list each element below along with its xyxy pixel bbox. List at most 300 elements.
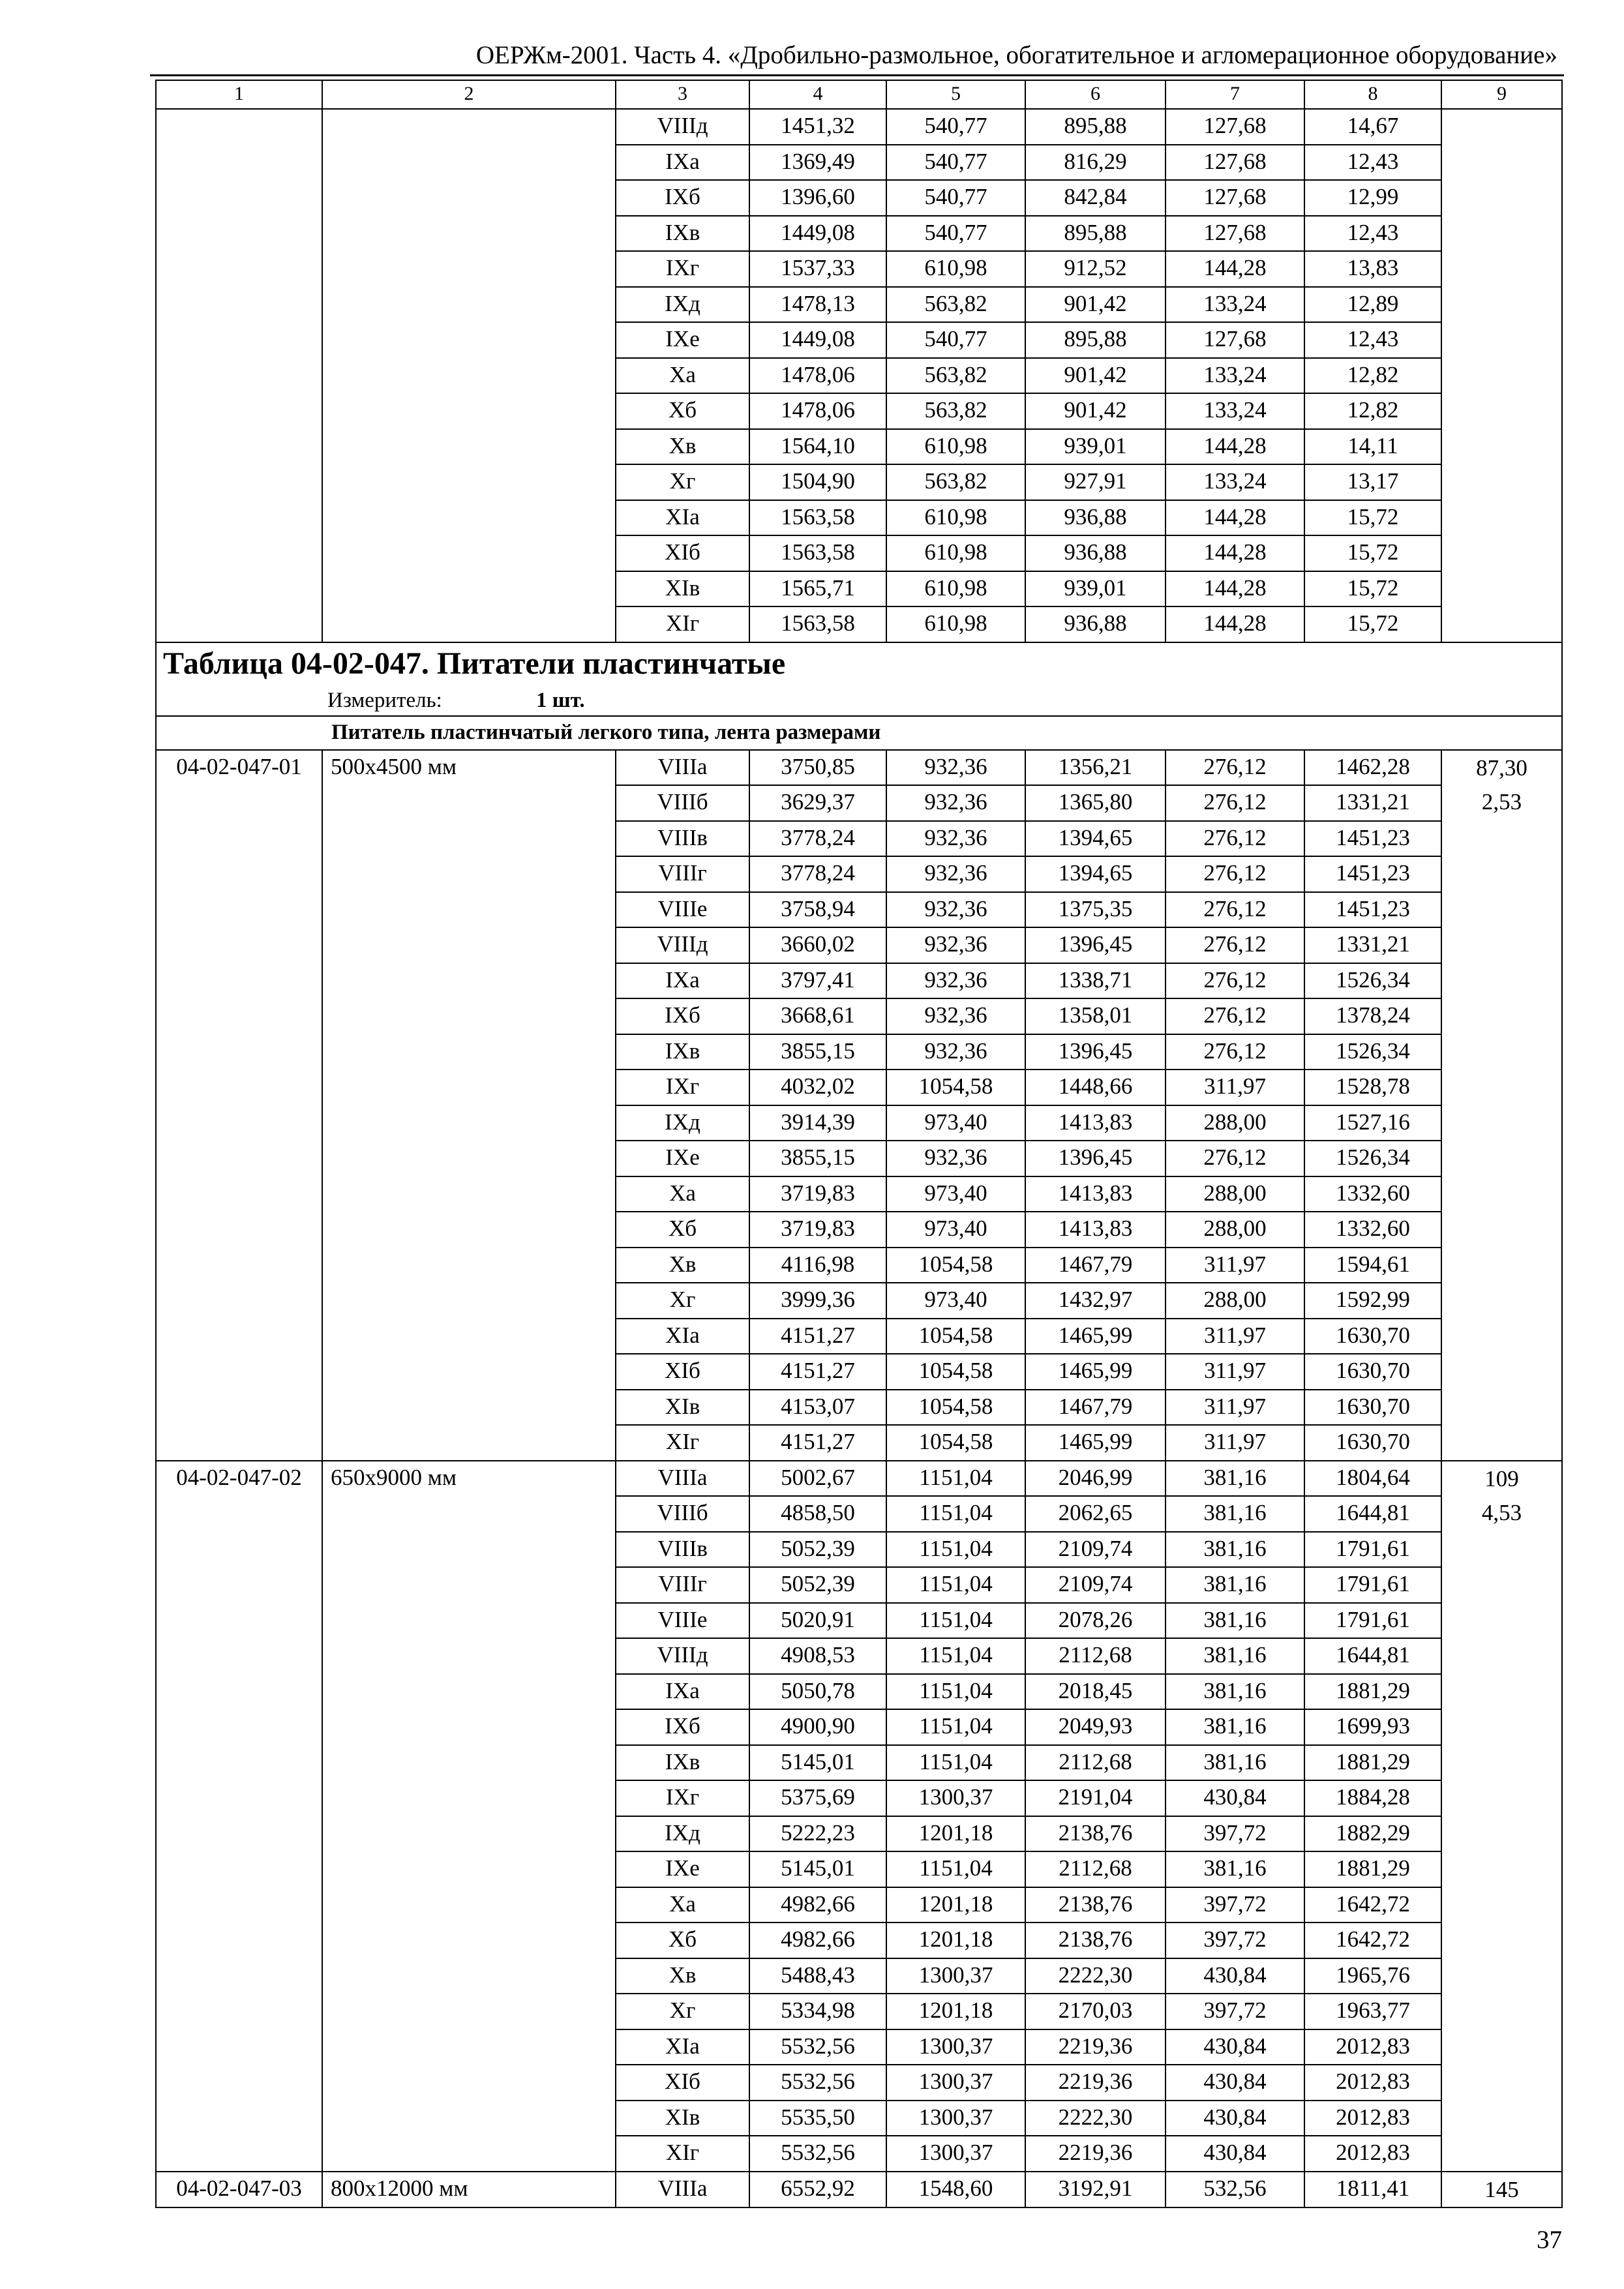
wages-cell: 610,98 (886, 500, 1025, 536)
total-cost-cell: 4151,27 (749, 1319, 886, 1354)
machines-cell: 2112,68 (1025, 1745, 1165, 1781)
machines-cell: 2138,76 (1025, 1887, 1165, 1923)
region-cell: VIIIг (616, 856, 749, 892)
total-cost-cell: 3914,39 (749, 1105, 886, 1141)
wages-cell: 932,36 (886, 750, 1025, 786)
operators-wages-cell: 381,16 (1165, 1461, 1304, 1497)
operators-wages-cell: 144,28 (1165, 606, 1304, 642)
operators-wages-cell: 397,72 (1165, 1887, 1304, 1923)
operators-wages-cell: 276,12 (1165, 1141, 1304, 1176)
materials-cell: 1791,61 (1304, 1532, 1441, 1568)
materials-cell: 1630,70 (1304, 1319, 1441, 1354)
machines-cell: 1413,83 (1025, 1105, 1165, 1141)
materials-cell: 1592,99 (1304, 1283, 1441, 1319)
region-cell: XIв (616, 1390, 749, 1426)
region-cell: VIIIа (616, 1461, 749, 1497)
column-number: 7 (1165, 80, 1304, 109)
description-cell: 500x4500 мм (322, 750, 616, 1461)
total-cost-cell: 3719,83 (749, 1176, 886, 1212)
wages-cell: 610,98 (886, 429, 1025, 465)
materials-cell: 1884,28 (1304, 1780, 1441, 1816)
page-number: 37 (1537, 2226, 1562, 2254)
wages-cell: 540,77 (886, 322, 1025, 358)
materials-cell: 1642,72 (1304, 1922, 1441, 1958)
subheading: Питатель пластинчатый легкого типа, лента размерами (156, 716, 1562, 750)
machines-cell: 1356,21 (1025, 750, 1165, 786)
column-number: 1 (156, 80, 322, 109)
wages-cell: 1151,04 (886, 1851, 1025, 1887)
wages-cell: 932,36 (886, 927, 1025, 963)
total-cost-cell: 1449,08 (749, 216, 886, 252)
column-number: 9 (1441, 80, 1562, 109)
wages-cell: 1151,04 (886, 1567, 1025, 1603)
region-cell: XIв (616, 571, 749, 607)
wages-cell: 1201,18 (886, 1994, 1025, 2029)
region-cell: IXд (616, 287, 749, 323)
total-cost-cell: 5488,43 (749, 1958, 886, 1994)
wages-cell: 1300,37 (886, 1780, 1025, 1816)
column-number: 8 (1304, 80, 1441, 109)
operators-wages-cell: 288,00 (1165, 1212, 1304, 1248)
region-cell: XIб (616, 535, 749, 571)
machines-cell: 936,88 (1025, 606, 1165, 642)
total-cost-cell: 3855,15 (749, 1034, 886, 1070)
wages-cell: 1300,37 (886, 2101, 1025, 2136)
wages-cell: 932,36 (886, 856, 1025, 892)
region-cell: IXг (616, 251, 749, 287)
operators-wages-cell: 381,16 (1165, 1709, 1304, 1745)
machines-cell: 2046,99 (1025, 1461, 1165, 1497)
region-cell: IXд (616, 1816, 749, 1852)
operators-wages-cell: 430,84 (1165, 1780, 1304, 1816)
region-cell: Xг (616, 1283, 749, 1319)
operators-wages-cell: 127,68 (1165, 180, 1304, 216)
wages-cell: 1300,37 (886, 1958, 1025, 1994)
wages-cell: 1300,37 (886, 2029, 1025, 2065)
total-cost-cell: 1478,06 (749, 393, 886, 429)
total-cost-cell: 5375,69 (749, 1780, 886, 1816)
table-title: Таблица 04-02-047. Питатели пластинчатые (156, 642, 1562, 685)
materials-cell: 1332,60 (1304, 1176, 1441, 1212)
code-cell: 04-02-047-03 (156, 2172, 322, 2208)
column-number: 2 (322, 80, 616, 109)
total-cost-cell: 4032,02 (749, 1070, 886, 1105)
materials-cell: 12,82 (1304, 358, 1441, 394)
region-cell: XIа (616, 1319, 749, 1354)
wages-cell: 610,98 (886, 606, 1025, 642)
price-value: 2,53 (1481, 788, 1522, 815)
materials-cell: 1644,81 (1304, 1496, 1441, 1532)
region-cell: VIIIд (616, 927, 749, 963)
price-cell (1441, 1461, 1562, 2172)
machines-cell: 2170,03 (1025, 1994, 1165, 2029)
header-text: ОЕРЖм-2001. Часть 4. «Дробильно-размольное, обогатительное и агломерационное оборудование» (475, 41, 1557, 69)
machines-cell: 1396,45 (1025, 1141, 1165, 1176)
wages-cell: 1151,04 (886, 1638, 1025, 1674)
machines-cell: 2109,74 (1025, 1532, 1165, 1568)
materials-cell: 1642,72 (1304, 1887, 1441, 1923)
region-cell: Xв (616, 1958, 749, 1994)
price-value: 4,53 (1481, 1499, 1522, 1525)
operators-wages-cell: 311,97 (1165, 1390, 1304, 1426)
machines-cell: 1448,66 (1025, 1070, 1165, 1105)
operators-wages-cell: 381,16 (1165, 1567, 1304, 1603)
materials-cell: 12,43 (1304, 322, 1441, 358)
table-row (156, 2172, 1562, 2208)
column-number: 3 (616, 80, 749, 109)
price-value: 87,30 (1476, 755, 1527, 781)
total-cost-cell: 3855,15 (749, 1141, 886, 1176)
machines-cell: 1394,65 (1025, 856, 1165, 892)
machines-cell: 2219,36 (1025, 2065, 1165, 2101)
region-cell: XIа (616, 2029, 749, 2065)
materials-cell: 1699,93 (1304, 1709, 1441, 1745)
materials-cell: 1451,23 (1304, 856, 1441, 892)
materials-cell: 12,82 (1304, 393, 1441, 429)
wages-cell: 932,36 (886, 963, 1025, 999)
operators-wages-cell: 127,68 (1165, 109, 1304, 145)
operators-wages-cell: 127,68 (1165, 216, 1304, 252)
total-cost-cell: 1504,90 (749, 464, 886, 500)
materials-cell: 1528,78 (1304, 1070, 1441, 1105)
operators-wages-cell: 397,72 (1165, 1994, 1304, 2029)
wages-cell: 932,36 (886, 998, 1025, 1034)
wages-cell: 1151,04 (886, 1603, 1025, 1639)
materials-cell: 1881,29 (1304, 1851, 1441, 1887)
machines-cell: 936,88 (1025, 535, 1165, 571)
total-cost-cell: 3629,37 (749, 785, 886, 821)
machines-cell: 1413,83 (1025, 1176, 1165, 1212)
table-row (156, 109, 1562, 145)
materials-cell: 1791,61 (1304, 1567, 1441, 1603)
operators-wages-cell: 430,84 (1165, 2101, 1304, 2136)
region-cell: IXа (616, 145, 749, 181)
table-row (156, 1461, 1562, 1497)
wages-cell: 1201,18 (886, 1922, 1025, 1958)
total-cost-cell: 3750,85 (749, 750, 886, 786)
materials-cell: 1881,29 (1304, 1745, 1441, 1781)
measure-value: 1 шт. (536, 688, 585, 712)
operators-wages-cell: 397,72 (1165, 1922, 1304, 1958)
wages-cell: 563,82 (886, 464, 1025, 500)
total-cost-cell: 3668,61 (749, 998, 886, 1034)
total-cost-cell: 1369,49 (749, 145, 886, 181)
machines-cell: 1465,99 (1025, 1425, 1165, 1461)
operators-wages-cell: 127,68 (1165, 145, 1304, 181)
wages-cell: 540,77 (886, 180, 1025, 216)
operators-wages-cell: 276,12 (1165, 1034, 1304, 1070)
wages-cell: 540,77 (886, 145, 1025, 181)
operators-wages-cell: 430,84 (1165, 2065, 1304, 2101)
wages-cell: 1151,04 (886, 1674, 1025, 1710)
operators-wages-cell: 430,84 (1165, 2029, 1304, 2065)
description-cell: 800x12000 мм (322, 2172, 616, 2208)
materials-cell: 2012,83 (1304, 2136, 1441, 2172)
materials-cell: 14,67 (1304, 109, 1441, 145)
region-cell: VIIIв (616, 821, 749, 857)
wages-cell: 610,98 (886, 251, 1025, 287)
region-cell: VIIIд (616, 109, 749, 145)
machines-cell: 2078,26 (1025, 1603, 1165, 1639)
operators-wages-cell: 276,12 (1165, 750, 1304, 786)
materials-cell: 1630,70 (1304, 1354, 1441, 1390)
wages-cell: 1300,37 (886, 2136, 1025, 2172)
materials-cell: 12,99 (1304, 180, 1441, 216)
region-cell: Xг (616, 464, 749, 500)
materials-cell: 13,17 (1304, 464, 1441, 500)
total-cost-cell: 1565,71 (749, 571, 886, 607)
wages-cell: 1151,04 (886, 1461, 1025, 1497)
total-cost-cell: 5052,39 (749, 1567, 886, 1603)
operators-wages-cell: 381,16 (1165, 1603, 1304, 1639)
machines-cell: 1338,71 (1025, 963, 1165, 999)
operators-wages-cell: 133,24 (1165, 358, 1304, 394)
machines-cell: 2219,36 (1025, 2029, 1165, 2065)
column-number: 6 (1025, 80, 1165, 109)
wages-cell: 973,40 (886, 1212, 1025, 1248)
column-number: 4 (749, 80, 886, 109)
code-cell: 04-02-047-02 (156, 1461, 322, 2172)
total-cost-cell: 5020,91 (749, 1603, 886, 1639)
total-cost-cell: 5532,56 (749, 2029, 886, 2065)
operators-wages-cell: 430,84 (1165, 1958, 1304, 1994)
operators-wages-cell: 311,97 (1165, 1248, 1304, 1283)
operators-wages-cell: 276,12 (1165, 856, 1304, 892)
region-cell: XIг (616, 1425, 749, 1461)
region-cell: Xб (616, 1922, 749, 1958)
column-number: 5 (886, 80, 1025, 109)
region-cell: Xг (616, 1994, 749, 2029)
machines-cell: 2018,45 (1025, 1674, 1165, 1710)
region-cell: IXе (616, 1141, 749, 1176)
wages-cell: 1151,04 (886, 1496, 1025, 1532)
total-cost-cell: 4116,98 (749, 1248, 886, 1283)
machines-cell: 2138,76 (1025, 1816, 1165, 1852)
total-cost-cell: 1478,13 (749, 287, 886, 323)
machines-cell: 1467,79 (1025, 1390, 1165, 1426)
total-cost-cell: 4908,53 (749, 1638, 886, 1674)
operators-wages-cell: 311,97 (1165, 1070, 1304, 1105)
total-cost-cell: 4151,27 (749, 1425, 886, 1461)
wages-cell: 1054,58 (886, 1354, 1025, 1390)
materials-cell: 1451,23 (1304, 821, 1441, 857)
machines-cell: 1432,97 (1025, 1283, 1165, 1319)
total-cost-cell: 6552,92 (749, 2172, 886, 2208)
wages-cell: 540,77 (886, 109, 1025, 145)
wages-cell: 1300,37 (886, 2065, 1025, 2101)
region-cell: IXб (616, 1709, 749, 1745)
machines-cell: 939,01 (1025, 429, 1165, 465)
region-cell: XIв (616, 2101, 749, 2136)
region-cell: VIIIа (616, 2172, 749, 2208)
region-cell: VIIIе (616, 1603, 749, 1639)
region-cell: IXв (616, 216, 749, 252)
materials-cell: 13,83 (1304, 251, 1441, 287)
wages-cell: 1151,04 (886, 1532, 1025, 1568)
materials-cell: 14,11 (1304, 429, 1441, 465)
materials-cell: 1594,61 (1304, 1248, 1441, 1283)
machines-cell: 2112,68 (1025, 1851, 1165, 1887)
description-cell (322, 109, 616, 642)
operators-wages-cell: 288,00 (1165, 1283, 1304, 1319)
operators-wages-cell: 381,16 (1165, 1851, 1304, 1887)
materials-cell: 15,72 (1304, 500, 1441, 536)
region-cell: XIг (616, 606, 749, 642)
region-cell: Xа (616, 358, 749, 394)
wages-cell: 563,82 (886, 287, 1025, 323)
operators-wages-cell: 311,97 (1165, 1319, 1304, 1354)
machines-cell: 1375,35 (1025, 892, 1165, 928)
materials-cell: 1378,24 (1304, 998, 1441, 1034)
operators-wages-cell: 381,16 (1165, 1532, 1304, 1568)
region-cell: VIIIб (616, 1496, 749, 1532)
operators-wages-cell: 276,12 (1165, 892, 1304, 928)
total-cost-cell: 4982,66 (749, 1922, 886, 1958)
operators-wages-cell: 311,97 (1165, 1354, 1304, 1390)
region-cell: VIIIд (616, 1638, 749, 1674)
machines-cell: 3192,91 (1025, 2172, 1165, 2208)
machines-cell: 1394,65 (1025, 821, 1165, 857)
materials-cell: 1963,77 (1304, 1994, 1441, 2029)
region-cell: IXе (616, 1851, 749, 1887)
machines-cell: 895,88 (1025, 322, 1165, 358)
table-title-row (156, 642, 1562, 685)
machines-cell: 901,42 (1025, 358, 1165, 394)
machines-cell: 2191,04 (1025, 1780, 1165, 1816)
region-cell: IXв (616, 1034, 749, 1070)
region-cell: Xв (616, 429, 749, 465)
wages-cell: 932,36 (886, 785, 1025, 821)
materials-cell: 1791,61 (1304, 1603, 1441, 1639)
total-cost-cell: 5222,23 (749, 1816, 886, 1852)
wages-cell: 1054,58 (886, 1070, 1025, 1105)
total-cost-cell: 1451,32 (749, 109, 886, 145)
materials-cell: 1462,28 (1304, 750, 1441, 786)
price-cell (1441, 109, 1562, 642)
region-cell: IXг (616, 1070, 749, 1105)
operators-wages-cell: 381,16 (1165, 1674, 1304, 1710)
operators-wages-cell: 276,12 (1165, 998, 1304, 1034)
column-number-row (156, 80, 1562, 109)
region-cell: VIIIа (616, 750, 749, 786)
wages-cell: 1054,58 (886, 1390, 1025, 1426)
total-cost-cell: 4982,66 (749, 1887, 886, 1923)
total-cost-cell: 3797,41 (749, 963, 886, 999)
machines-cell: 2219,36 (1025, 2136, 1165, 2172)
price-value: 145 (1484, 2176, 1519, 2202)
total-cost-cell: 5145,01 (749, 1851, 886, 1887)
operators-wages-cell: 276,12 (1165, 821, 1304, 857)
price-table (155, 80, 1563, 2208)
machines-cell: 2222,30 (1025, 2101, 1165, 2136)
wages-cell: 563,82 (886, 393, 1025, 429)
total-cost-cell: 3778,24 (749, 856, 886, 892)
wages-cell: 1201,18 (886, 1816, 1025, 1852)
machines-cell: 1365,80 (1025, 785, 1165, 821)
table-row (156, 750, 1562, 786)
operators-wages-cell: 381,16 (1165, 1638, 1304, 1674)
operators-wages-cell: 532,56 (1165, 2172, 1304, 2208)
region-cell: XIа (616, 500, 749, 536)
region-cell: VIIIб (616, 785, 749, 821)
materials-cell: 1331,21 (1304, 785, 1441, 821)
operators-wages-cell: 133,24 (1165, 393, 1304, 429)
wages-cell: 540,77 (886, 216, 1025, 252)
machines-cell: 1396,45 (1025, 927, 1165, 963)
operators-wages-cell: 397,72 (1165, 1816, 1304, 1852)
materials-cell: 1630,70 (1304, 1425, 1441, 1461)
machines-cell: 1465,99 (1025, 1319, 1165, 1354)
measure-cell (156, 685, 1562, 716)
machines-cell: 2112,68 (1025, 1638, 1165, 1674)
machines-cell: 939,01 (1025, 571, 1165, 607)
materials-cell: 1811,41 (1304, 2172, 1441, 2208)
total-cost-cell: 5002,67 (749, 1461, 886, 1497)
price-value: 109 (1484, 1465, 1519, 1491)
materials-cell: 1881,29 (1304, 1674, 1441, 1710)
operators-wages-cell: 311,97 (1165, 1425, 1304, 1461)
machines-cell: 936,88 (1025, 500, 1165, 536)
price-cell (1441, 2172, 1562, 2208)
total-cost-cell: 1563,58 (749, 606, 886, 642)
operators-wages-cell: 288,00 (1165, 1105, 1304, 1141)
machines-cell: 2049,93 (1025, 1709, 1165, 1745)
total-cost-cell: 5532,56 (749, 2136, 886, 2172)
region-cell: IXб (616, 998, 749, 1034)
wages-cell: 1054,58 (886, 1248, 1025, 1283)
machines-cell: 1413,83 (1025, 1212, 1165, 1248)
total-cost-cell: 1449,08 (749, 322, 886, 358)
region-cell: VIIIе (616, 892, 749, 928)
materials-cell: 1526,34 (1304, 963, 1441, 999)
total-cost-cell: 3660,02 (749, 927, 886, 963)
machines-cell: 2062,65 (1025, 1496, 1165, 1532)
wages-cell: 610,98 (886, 535, 1025, 571)
wages-cell: 1548,60 (886, 2172, 1025, 2208)
materials-cell: 1965,76 (1304, 1958, 1441, 1994)
materials-cell: 1804,64 (1304, 1461, 1441, 1497)
wages-cell: 932,36 (886, 1141, 1025, 1176)
total-cost-cell: 4900,90 (749, 1709, 886, 1745)
operators-wages-cell: 127,68 (1165, 322, 1304, 358)
wages-cell: 1201,18 (886, 1887, 1025, 1923)
region-cell: VIIIг (616, 1567, 749, 1603)
materials-cell: 15,72 (1304, 535, 1441, 571)
total-cost-cell: 4858,50 (749, 1496, 886, 1532)
operators-wages-cell: 276,12 (1165, 963, 1304, 999)
machines-cell: 912,52 (1025, 251, 1165, 287)
operators-wages-cell: 144,28 (1165, 251, 1304, 287)
total-cost-cell: 4153,07 (749, 1390, 886, 1426)
total-cost-cell: 3778,24 (749, 821, 886, 857)
code-cell (156, 109, 322, 642)
operators-wages-cell: 288,00 (1165, 1176, 1304, 1212)
total-cost-cell: 5050,78 (749, 1674, 886, 1710)
region-cell: IXа (616, 1674, 749, 1710)
total-cost-cell: 5052,39 (749, 1532, 886, 1568)
machines-cell: 816,29 (1025, 145, 1165, 181)
materials-cell: 1526,34 (1304, 1034, 1441, 1070)
total-cost-cell: 3999,36 (749, 1283, 886, 1319)
code-cell: 04-02-047-01 (156, 750, 322, 1461)
wages-cell: 973,40 (886, 1283, 1025, 1319)
materials-cell: 1630,70 (1304, 1390, 1441, 1426)
total-cost-cell: 5334,98 (749, 1994, 886, 2029)
operators-wages-cell: 133,24 (1165, 464, 1304, 500)
total-cost-cell: 1563,58 (749, 535, 886, 571)
machines-cell: 842,84 (1025, 180, 1165, 216)
wages-cell: 932,36 (886, 892, 1025, 928)
